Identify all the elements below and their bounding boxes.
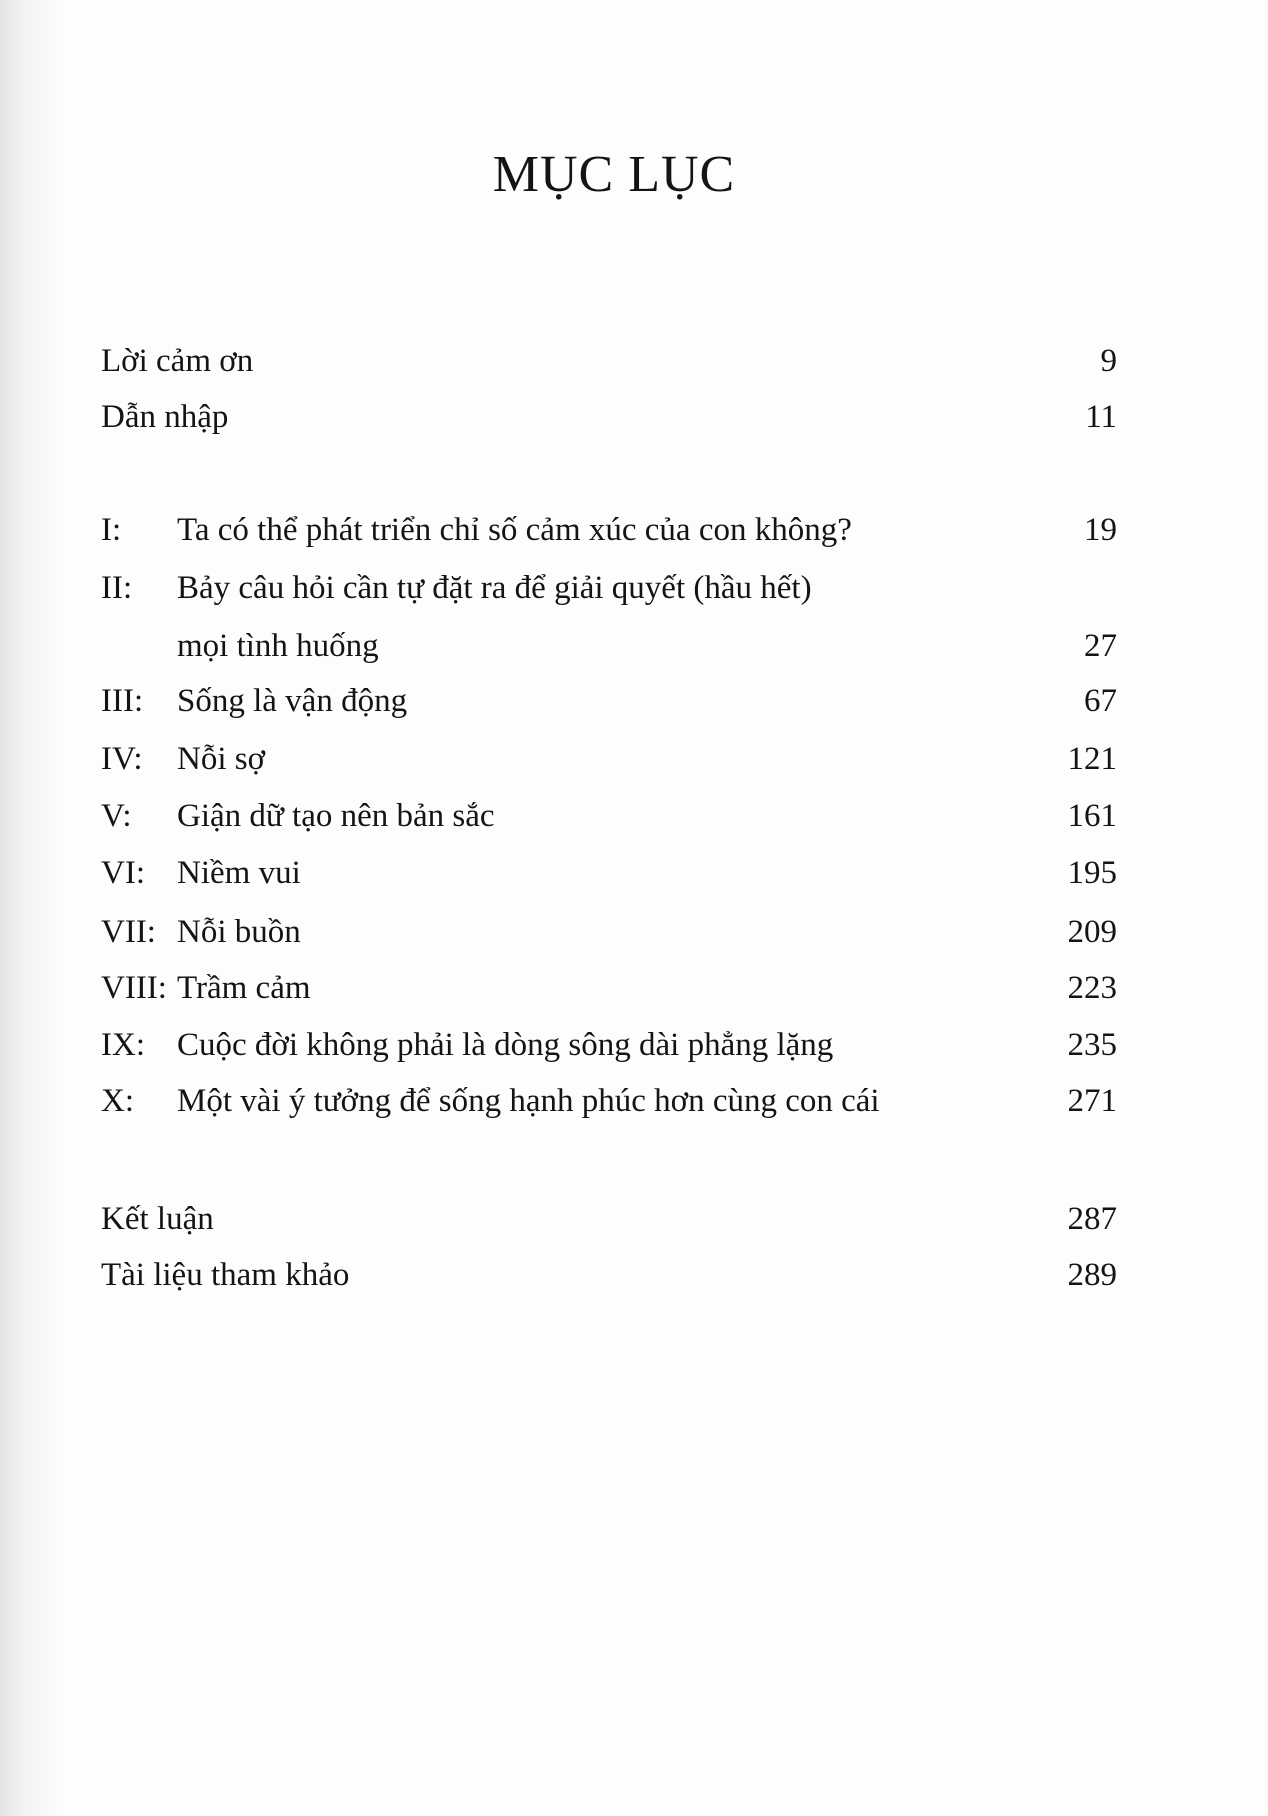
- toc-chapter: [101, 505, 1117, 555]
- toc-label: Dẫn nhập: [101, 399, 229, 435]
- toc-page: 289: [1067, 1257, 1117, 1293]
- toc-page: 161: [1067, 798, 1117, 834]
- toc-label: Giận dữ tạo nên bản sắc: [177, 798, 495, 834]
- toc-chapter: [101, 563, 1117, 613]
- toc-chapter: [101, 848, 1117, 898]
- toc-chapter: [101, 1076, 1117, 1126]
- toc-entry: [101, 392, 1117, 442]
- chapter-number: X:: [101, 1083, 134, 1119]
- toc-label: Ta có thể phát triển chỉ số cảm xúc của con không?: [177, 512, 852, 548]
- toc-page: 9: [1100, 343, 1117, 379]
- toc-chapter: [101, 1020, 1117, 1070]
- toc-label: Trầm cảm: [177, 970, 311, 1006]
- chapter-number: III:: [101, 683, 144, 719]
- toc-label: Một vài ý tưởng để sống hạnh phúc hơn cùng con cái: [177, 1083, 880, 1119]
- toc-chapter-continued: [101, 621, 1117, 671]
- toc-page: 19: [1084, 512, 1117, 548]
- toc-chapter: [101, 963, 1117, 1013]
- toc-label-continued: mọi tình huống: [177, 628, 379, 664]
- toc-page: 11: [1085, 399, 1117, 435]
- toc-page: 235: [1067, 1027, 1117, 1063]
- toc-label: Sống là vận động: [177, 683, 408, 719]
- toc-chapter: [101, 907, 1117, 957]
- toc-page: 67: [1084, 683, 1117, 719]
- toc-label: Lời cảm ơn: [101, 343, 254, 379]
- toc-chapter: [101, 791, 1117, 841]
- toc-page: 271: [1067, 1083, 1117, 1119]
- toc-page: 287: [1067, 1201, 1117, 1237]
- toc-label: Kết luận: [101, 1201, 214, 1237]
- chapter-number: VI:: [101, 855, 145, 891]
- chapter-number: VIII:: [101, 970, 167, 1006]
- toc-page: 195: [1067, 855, 1117, 891]
- toc-page: 27: [1084, 628, 1117, 664]
- toc-chapter: [101, 676, 1117, 726]
- toc-entry: [101, 1194, 1117, 1244]
- page-title: MỤC LỤC: [492, 146, 736, 203]
- toc-page: 223: [1067, 970, 1117, 1006]
- toc-label: Tài liệu tham khảo: [101, 1257, 350, 1293]
- toc-label: Bảy câu hỏi cần tự đặt ra để giải quyết (hầu hết): [177, 570, 812, 606]
- toc-chapter: [101, 734, 1117, 784]
- toc-label: Cuộc đời không phải là dòng sông dài phẳng lặng: [177, 1027, 834, 1063]
- toc-entry: [101, 336, 1117, 386]
- toc-label: Nỗi buồn: [177, 914, 301, 950]
- toc-label: Niềm vui: [177, 855, 301, 891]
- chapter-number: V:: [101, 798, 132, 834]
- chapter-number: IV:: [101, 741, 143, 777]
- toc-page: 209: [1067, 914, 1117, 950]
- page-edge-shadow: [0, 0, 60, 1816]
- toc-page: 121: [1067, 741, 1117, 777]
- chapter-number: I:: [101, 512, 122, 548]
- toc-label: Nỗi sợ: [177, 741, 266, 777]
- chapter-number: VII:: [101, 914, 156, 950]
- chapter-number: II:: [101, 570, 133, 606]
- chapter-number: IX:: [101, 1027, 145, 1063]
- toc-entry: [101, 1250, 1117, 1300]
